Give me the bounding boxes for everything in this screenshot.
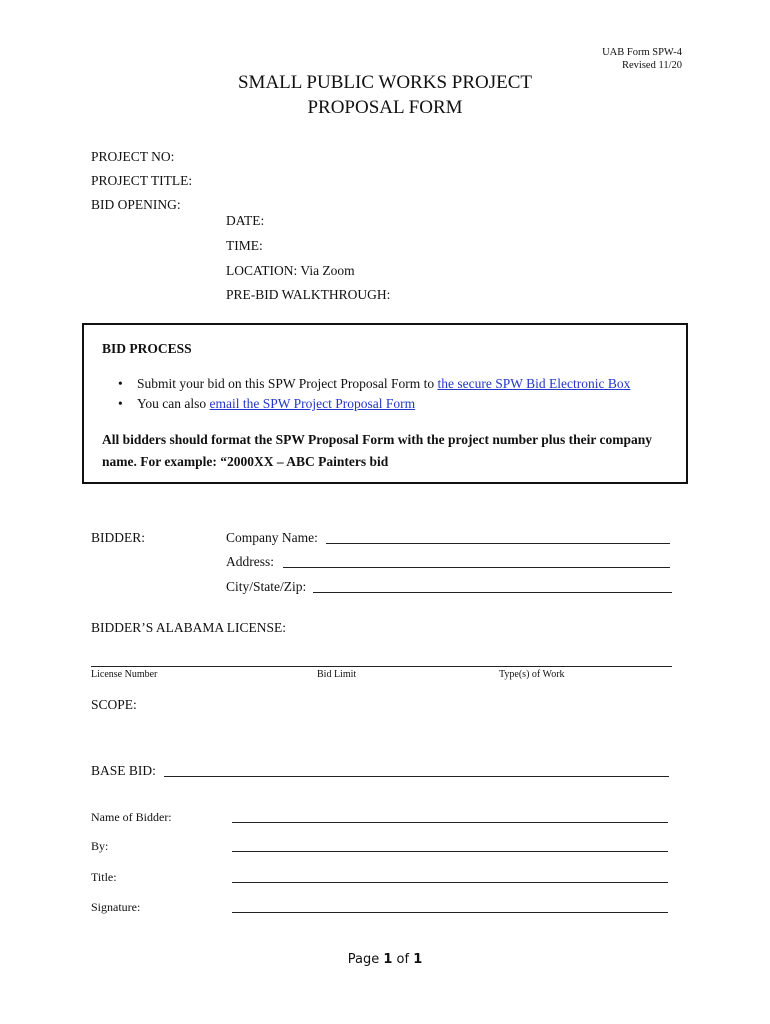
name-of-bidder-field[interactable]: [232, 822, 668, 823]
project-title-label: PROJECT TITLE:: [91, 173, 193, 188]
company-name-field[interactable]: [326, 543, 670, 544]
bid-process-list: [118, 374, 630, 414]
title-line-1: SMALL PUBLIC WORKS PROJECT: [237, 72, 533, 93]
company-name-label: Company Name:: [226, 530, 318, 545]
form-identifier: [602, 46, 682, 72]
form-id-text: UAB Form SPW-4: [602, 47, 682, 58]
page-title: [0, 70, 770, 120]
base-bid-field[interactable]: [164, 776, 669, 777]
base-bid-label: BASE BID:: [91, 763, 156, 778]
bullet-1-text: Submit your bid on this SPW Project Proposal Form to: [137, 376, 438, 391]
prebid-walkthrough-label: PRE-BID WALKTHROUGH:: [226, 287, 391, 302]
address-label: Address:: [226, 554, 274, 569]
bid-opening-label: BID OPENING:: [91, 197, 181, 212]
page-of: of: [392, 952, 414, 967]
spw-bid-electronic-box-link[interactable]: the secure SPW Bid Electronic Box: [437, 376, 631, 391]
title-line-2: PROPOSAL FORM: [307, 97, 463, 118]
list-item: [118, 394, 630, 414]
address-field[interactable]: [283, 567, 670, 568]
city-state-zip-field[interactable]: [313, 592, 672, 593]
location-label: LOCATION: Via Zoom: [226, 263, 355, 278]
bid-limit-caption: Bid Limit: [317, 669, 357, 680]
city-state-zip-label: City/State/Zip:: [226, 579, 307, 594]
license-field[interactable]: [91, 666, 672, 667]
title-label: Title:: [91, 870, 117, 884]
alabama-license-label: BIDDER’S ALABAMA LICENSE:: [91, 620, 287, 635]
email-proposal-form-link[interactable]: email the SPW Project Proposal Form: [209, 396, 416, 411]
list-item: [118, 374, 630, 394]
page-current: 1: [383, 952, 393, 967]
bullet-2-text: You can also: [137, 396, 210, 411]
page-number: [0, 952, 770, 967]
page-prefix: Page: [347, 952, 384, 967]
bidder-label: BIDDER:: [91, 530, 145, 545]
signature-field[interactable]: [232, 912, 668, 913]
by-label: By:: [91, 839, 109, 853]
license-number-caption: License Number: [91, 669, 158, 680]
title-field[interactable]: [232, 882, 668, 883]
page-total: 1: [413, 952, 423, 967]
format-instruction-note: All bidders should format the SPW Proposal Form with the project number plus their company name. For example: “2000XX – ABC Painters bid: [102, 432, 653, 469]
revised-date: Revised 11/20: [622, 60, 682, 71]
by-field[interactable]: [232, 851, 668, 852]
scope-label: SCOPE:: [91, 697, 137, 712]
bid-process-box: [82, 323, 688, 484]
type-of-work-caption: Type(s) of Work: [499, 669, 565, 680]
date-label: DATE:: [226, 213, 265, 228]
bid-process-heading: BID PROCESS: [102, 341, 192, 356]
name-of-bidder-label: Name of Bidder:: [91, 810, 172, 824]
project-no-label: PROJECT NO:: [91, 149, 175, 164]
signature-label: Signature:: [91, 900, 141, 914]
time-label: TIME:: [226, 238, 263, 253]
